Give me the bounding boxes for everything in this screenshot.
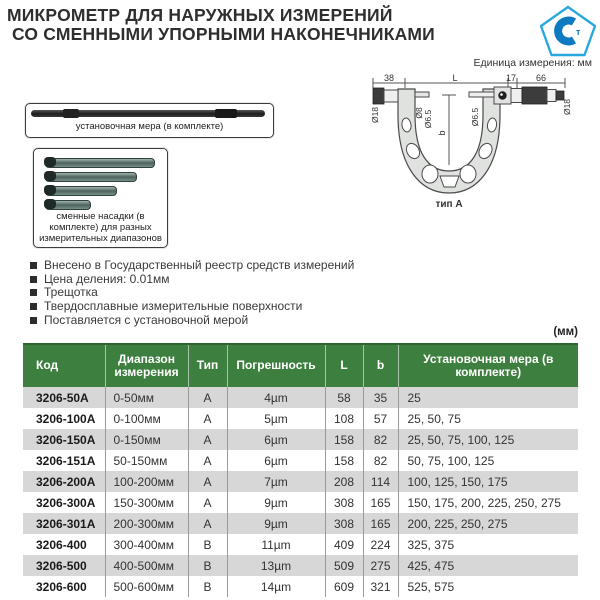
table-row [23,492,578,513]
col-header-code: Код [23,344,105,387]
b-dimension-line [442,95,456,165]
dia65-mid-label: Ø6.5 [470,107,480,127]
cell-b: 35 [363,387,398,408]
cell-b: 275 [363,555,398,576]
cell-gauge: 25 [398,387,578,408]
table-unit-label: (мм) [553,326,578,338]
cell-accuracy: 9µm [227,513,325,534]
cell-code: 3206-100A [23,408,105,429]
table-row [23,576,578,597]
col-header-gauge: Установочная мера (в комплекте) [398,344,578,387]
logo-t-glyph: т [576,27,581,37]
cell-range: 0-100мм [105,408,188,429]
table-row [23,513,578,534]
cell-L: 58 [325,387,363,408]
cell-accuracy: 6µm [227,450,325,471]
col-header-accuracy: Погрешность [227,344,325,387]
spec-table [23,343,578,597]
anvil-tips-caption: сменные насадки (в комплекте) для разных измерительных диапазонов [39,211,162,244]
dim-17-label: 17 [505,73,517,83]
cell-range: 500-600мм [105,576,188,597]
cell-type: A [188,429,227,450]
cell-b: 165 [363,513,398,534]
setting-bar-caption: установочная мера (в комплекте) [75,121,224,132]
micrometer-technical-drawing [365,73,600,215]
feature-list [30,259,550,328]
cell-code: 3206-400 [23,534,105,555]
cell-accuracy: 9µm [227,492,325,513]
cell-code: 3206-301A [23,513,105,534]
feature-item [30,300,550,314]
cell-accuracy: 14µm [227,576,325,597]
cell-type: A [188,513,227,534]
cell-code: 3206-151A [23,450,105,471]
cell-range: 0-150мм [105,429,188,450]
cell-L: 609 [325,576,363,597]
cell-accuracy: 6µm [227,429,325,450]
cell-range: 400-500мм [105,555,188,576]
cell-type: A [188,471,227,492]
cell-L: 308 [325,513,363,534]
page-title-line1: МИКРОМЕТР ДЛЯ НАРУЖНЫХ ИЗМЕРЕНИЙ [7,5,393,25]
cell-gauge: 50, 75, 100, 125 [398,450,578,471]
type-a-label: тип А [435,199,463,210]
cell-accuracy: 7µm [227,471,325,492]
table-header-row [23,344,578,387]
cell-L: 158 [325,450,363,471]
col-header-b: b [363,344,398,387]
cell-b: 82 [363,450,398,471]
table-row [23,387,578,408]
cell-gauge: 325, 375 [398,534,578,555]
cell-range: 200-300мм [105,513,188,534]
dim-b-label: b [437,130,447,136]
bullet-square-icon [30,262,37,269]
cell-range: 150-300мм [105,492,188,513]
cell-code: 3206-300A [23,492,105,513]
dim-L-label: L [452,73,458,83]
dim-66-label: 66 [535,73,547,83]
dia18-right-label: Ø18 [562,98,572,116]
cell-L: 308 [325,492,363,513]
anvil-tip-image [45,186,117,196]
cell-b: 165 [363,492,398,513]
cell-type: B [188,534,227,555]
anvil-tip-image [45,200,91,210]
cell-L: 509 [325,555,363,576]
anvil-tip-image [45,172,137,182]
cell-accuracy: 4µm [227,387,325,408]
cell-type: A [188,492,227,513]
cell-b: 57 [363,408,398,429]
cell-L: 108 [325,408,363,429]
table-row [23,534,578,555]
dia8-label: Ø8 [414,107,424,119]
cell-range: 300-400мм [105,534,188,555]
feature-item [30,259,550,273]
logo-pentagon-icon [541,7,595,55]
cell-gauge: 525, 575 [398,576,578,597]
table-row [23,450,578,471]
feature-item [30,286,550,300]
cell-type: A [188,387,227,408]
feature-text: Поставляется с установочной мерой [44,312,249,327]
cell-code: 3206-600 [23,576,105,597]
feature-text: Цена деления: 0.01мм [44,271,170,286]
cell-accuracy: 11µm [227,534,325,555]
page-title-line2: СО СМЕННЫМИ УПОРНЫМИ НАКОНЕЧНИКАМИ [12,24,435,44]
cell-code: 3206-500 [23,555,105,576]
cell-L: 158 [325,429,363,450]
page-title [7,6,435,44]
anvil-tips-photo [33,148,168,248]
bullet-square-icon [30,317,37,324]
col-header-L: L [325,344,363,387]
cell-type: A [188,450,227,471]
anvil-tip-image [45,158,155,168]
cell-b: 82 [363,429,398,450]
feature-item [30,273,550,287]
cell-gauge: 150, 175, 200, 225, 250, 275 [398,492,578,513]
cell-b: 224 [363,534,398,555]
cell-type: B [188,555,227,576]
cell-range: 100-200мм [105,471,188,492]
cell-accuracy: 13µm [227,555,325,576]
col-header-type: Тип [188,344,227,387]
cell-range: 0-50мм [105,387,188,408]
cell-gauge: 25, 50, 75 [398,408,578,429]
setting-bar-photo [25,103,274,138]
cell-code: 3206-200A [23,471,105,492]
cell-gauge: 425, 475 [398,555,578,576]
cell-L: 208 [325,471,363,492]
cell-accuracy: 5µm [227,408,325,429]
cell-code: 3206-50A [23,387,105,408]
dim-38-label: 38 [383,73,395,83]
bullet-square-icon [30,289,37,296]
table-row [23,429,578,450]
table-row [23,555,578,576]
units-note: Единица измерения: мм [473,57,592,69]
table-row [23,408,578,429]
bullet-square-icon [30,303,37,310]
cell-b: 321 [363,576,398,597]
cell-L: 409 [325,534,363,555]
feature-text: Твердосплавные измерительные поверхности [44,299,303,314]
gost-certification-logo [538,5,598,57]
col-header-range: Диапазон измерения [105,344,188,387]
cell-type: A [188,408,227,429]
dia18-left-label: Ø18 [370,106,380,124]
cell-type: B [188,576,227,597]
cell-b: 114 [363,471,398,492]
cell-gauge: 25, 50, 75, 100, 125 [398,429,578,450]
feature-text: Внесено в Государственный реестр средств измерений [44,258,355,272]
feature-text: Трещотка [44,285,98,300]
cell-code: 3206-150A [23,429,105,450]
cell-gauge: 200, 225, 250, 275 [398,513,578,534]
cell-gauge: 100, 125, 150, 175 [398,471,578,492]
cell-range: 50-150мм [105,450,188,471]
dia65-left-label: Ø6.5 [423,109,433,129]
bullet-square-icon [30,276,37,283]
table-row [23,471,578,492]
setting-bar-image [31,110,265,117]
